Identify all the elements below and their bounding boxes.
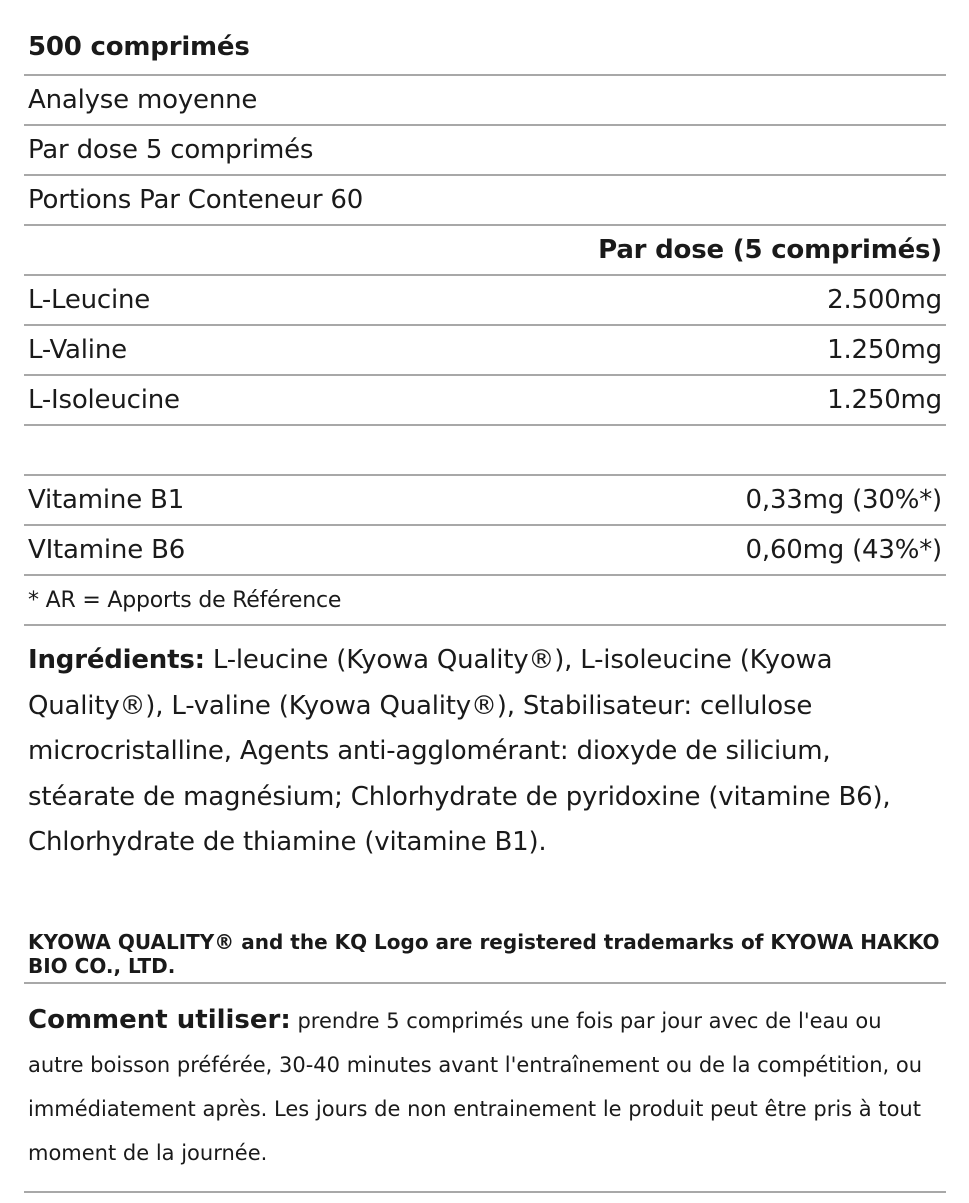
nutrient-value: 0,33mg (30%*): [745, 485, 942, 515]
table-header-row: [24, 226, 946, 276]
nutrient-value: 0,60mg (43%*): [745, 535, 942, 565]
usage-text: prendre 5 comprimés une fois par jour avec de l'eau ou autre boisson préférée, 30-40 minutes avant l'entraînement ou de la compétition, ou immédiatement après. Les jours de non entrainement le produit peut être pris à tout moment de la journée.: [28, 1008, 923, 1165]
reference-footnote: * AR = Apports de Référence: [28, 587, 342, 613]
trademark-notice: [24, 930, 946, 984]
table-row: [24, 476, 946, 526]
nutrient-name: L-Valine: [28, 335, 127, 365]
product-title-row: [24, 28, 946, 76]
info-row-analysis: [24, 76, 946, 126]
info-row-label: Par dose 5 comprimés: [28, 135, 314, 165]
nutrient-name: VItamine B6: [28, 535, 186, 565]
reference-footnote-row: [24, 576, 946, 626]
ingredients-text: L-leucine (Kyowa Quality®), L-isoleucine (Kyowa Quality®), L-valine (Kyowa Quality®), Stabilisateur: cellulose microcristalline, Agents anti-agglomérant: dioxyde de silicium, stéarate de magnésium; Chlorhydrate de pyridoxine (vitamine B6), Chlorhydrate de thiamine (vitamine B1).: [28, 645, 891, 857]
nutrient-name: L-Leucine: [28, 285, 151, 315]
nutrient-name: L-Isoleucine: [28, 385, 180, 415]
ingredients-label: Ingrédients:: [28, 645, 205, 675]
ingredients-paragraph: [24, 626, 946, 896]
info-row-servings: [24, 176, 946, 226]
info-row-label: Analyse moyenne: [28, 85, 258, 115]
nutrient-value: 2.500mg: [827, 285, 942, 315]
nutrient-value: 1.250mg: [827, 385, 942, 415]
nutrition-facts-panel: [24, 0, 946, 1193]
usage-label: Comment utiliser:: [28, 1004, 291, 1035]
table-spacer-row: [24, 426, 946, 476]
table-row: [24, 276, 946, 326]
table-row: [24, 526, 946, 576]
product-title: 500 comprimés: [28, 32, 250, 62]
usage-paragraph: [24, 984, 946, 1193]
table-row: [24, 376, 946, 426]
trademark-text: KYOWA QUALITY® and the KQ Logo are registered trademarks of KYOWA HAKKO BIO CO., LTD.: [28, 929, 940, 978]
info-row-label: Portions Par Conteneur 60: [28, 185, 364, 215]
table-row: [24, 326, 946, 376]
nutrient-value: 1.250mg: [827, 335, 942, 365]
table-header-per-dose: Par dose (5 comprimés): [598, 235, 942, 265]
info-row-dose: [24, 126, 946, 176]
nutrient-name: Vitamine B1: [28, 485, 185, 515]
